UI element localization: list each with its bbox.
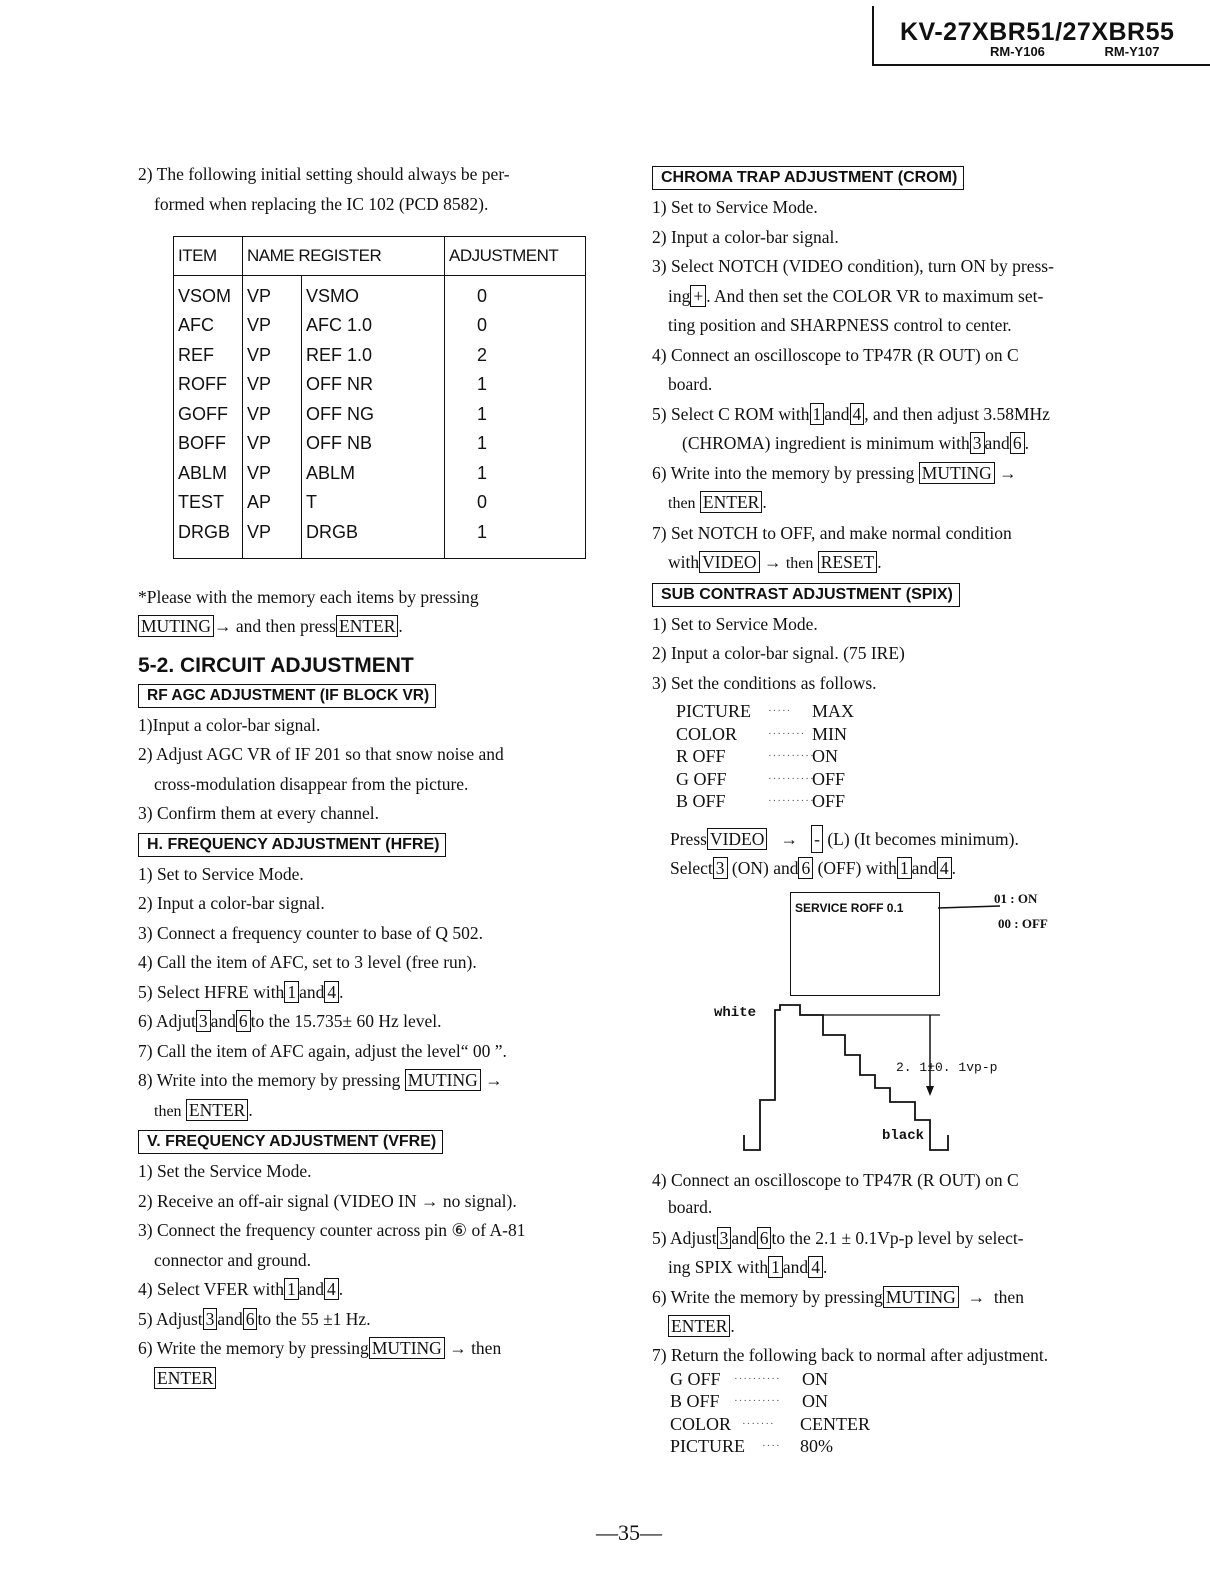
key-4: 4 bbox=[324, 1278, 339, 1300]
table-cell: 1 bbox=[445, 370, 586, 400]
step bbox=[138, 1334, 616, 1364]
condition-row bbox=[676, 745, 1142, 768]
arrow: → bbox=[485, 1070, 503, 1090]
step: ing SPIX with 1 and 4 . bbox=[668, 1257, 828, 1277]
and-word: and bbox=[210, 1011, 236, 1031]
table-cell: VP bbox=[243, 400, 302, 430]
table-header: ADJUSTMENT bbox=[445, 237, 586, 276]
page-number: —35— bbox=[596, 1520, 662, 1545]
and-word: and bbox=[911, 858, 937, 878]
after-value: CENTER bbox=[800, 1413, 870, 1434]
arrow-head-down bbox=[926, 1086, 934, 1096]
hfre-title: H. FREQUENCY ADJUSTMENT (HFRE) bbox=[138, 833, 446, 857]
after-row bbox=[670, 1368, 1142, 1391]
condition-label: COLOR bbox=[676, 723, 738, 744]
table-cell: 2 bbox=[445, 341, 586, 371]
remote-right: RM-Y107 bbox=[1104, 44, 1160, 59]
key-1: 1 bbox=[810, 403, 825, 425]
table-row bbox=[174, 311, 586, 341]
key-3: 3 bbox=[970, 432, 985, 454]
muting-key: MUTING bbox=[883, 1286, 959, 1308]
step-text: 6) Write the memory by pressing bbox=[652, 1286, 883, 1307]
then-word: then bbox=[785, 555, 814, 572]
note-text: → and then press bbox=[214, 616, 336, 636]
level-label: 2. 1±0. 1vp-p bbox=[896, 1060, 998, 1075]
dot-leader: ········ bbox=[768, 727, 806, 740]
step: 2) Input a color-bar signal. (75 IRE) bbox=[652, 643, 905, 663]
step-text: 4) Select VFER with bbox=[138, 1279, 284, 1299]
after-label: PICTURE bbox=[670, 1436, 746, 1456]
step-text: 6) Adjut bbox=[138, 1011, 196, 1031]
step: then ENTER . bbox=[154, 1099, 253, 1120]
table-cell: VSOM bbox=[174, 275, 243, 311]
dot-leader: ·········· bbox=[768, 772, 815, 785]
right-column bbox=[652, 162, 1142, 884]
intro-line: 2) The following initial setting should always be per- bbox=[138, 164, 510, 184]
step: 1) Set to Service Mode. bbox=[652, 197, 818, 217]
pointer-line bbox=[938, 906, 1000, 908]
step: 4) Connect an oscilloscope to TP47R (R OUT) on C bbox=[652, 344, 1019, 365]
step: 1) Set to Service Mode. bbox=[138, 863, 304, 884]
step-text: ing SPIX with bbox=[668, 1257, 769, 1277]
step bbox=[652, 1224, 1142, 1254]
step bbox=[652, 459, 1142, 489]
step-text: Press bbox=[670, 828, 707, 849]
step-text: 6) Write into the memory by pressing bbox=[652, 462, 915, 483]
table-row bbox=[174, 518, 586, 559]
table-cell: BOFF bbox=[174, 429, 243, 459]
screen-on-label: 01 : ON bbox=[994, 891, 1038, 906]
step: board. bbox=[668, 1196, 713, 1217]
dot-leader: ·········· bbox=[734, 1395, 781, 1407]
crom-title: CHROMA TRAP ADJUSTMENT (CROM) bbox=[652, 166, 964, 190]
step: connector and ground. bbox=[154, 1249, 311, 1270]
after-label: G OFF bbox=[670, 1368, 721, 1389]
step: 2) Adjust AGC VR of IF 201 so that snow noise and bbox=[138, 744, 504, 764]
table-cell: 1 bbox=[445, 400, 586, 430]
step: 1)Input a color-bar signal. bbox=[138, 714, 321, 735]
step: cross-modulation disappear from the picture. bbox=[154, 773, 469, 794]
condition-value: MAX bbox=[812, 701, 855, 721]
table-cell: DRGB bbox=[302, 518, 445, 559]
condition-label: PICTURE bbox=[676, 701, 752, 721]
step-text: Select bbox=[670, 858, 713, 878]
step bbox=[138, 1364, 616, 1394]
and-word: and bbox=[731, 1227, 757, 1248]
step: 3) Connect a frequency counter to base of Q 502. bbox=[138, 922, 484, 943]
table-header-name: NAME bbox=[247, 246, 295, 265]
and-word: and bbox=[984, 433, 1010, 453]
table-cell: AFC 1.0 bbox=[302, 311, 445, 341]
table-row bbox=[174, 429, 586, 459]
table-cell: VP bbox=[243, 341, 302, 371]
table-cell: 1 bbox=[445, 429, 586, 459]
step-text: (OFF) with bbox=[817, 858, 897, 878]
condition-list bbox=[676, 700, 1142, 813]
black-label: black bbox=[882, 1128, 925, 1144]
left-column bbox=[138, 160, 616, 1393]
table-row bbox=[174, 488, 586, 518]
memory-note: *Please with the memory each items by pressing bbox=[138, 586, 479, 607]
memory-note: MUTING → and then press ENTER . bbox=[138, 612, 616, 642]
step: ting position and SHARPNESS control to center. bbox=[668, 315, 1012, 335]
step bbox=[652, 400, 1142, 430]
condition-row bbox=[676, 768, 1142, 791]
enter-key: ENTER bbox=[700, 491, 762, 513]
arrow: → bbox=[449, 1338, 467, 1358]
table-cell: OFF NB bbox=[302, 429, 445, 459]
header-rule-vertical bbox=[872, 6, 874, 66]
after-value: ON bbox=[802, 1368, 828, 1389]
spix-title: SUB CONTRAST ADJUSTMENT (SPIX) bbox=[652, 583, 960, 607]
step: board. bbox=[668, 374, 713, 394]
reset-key: RESET bbox=[818, 551, 877, 573]
and-word: and bbox=[217, 1308, 243, 1329]
after-row bbox=[670, 1413, 1142, 1436]
step: 3) Confirm them at every channel. bbox=[138, 803, 380, 823]
key-6: 6 bbox=[236, 1010, 251, 1032]
muting-key: MUTING bbox=[369, 1337, 445, 1359]
step-text: ing bbox=[668, 285, 691, 306]
table-cell: VP bbox=[243, 459, 302, 489]
table-row bbox=[174, 341, 586, 371]
and-word: and bbox=[782, 1257, 809, 1277]
muting-key: MUTING bbox=[405, 1069, 481, 1091]
arrow: → bbox=[967, 1286, 986, 1307]
table-header-register: REGISTER bbox=[298, 246, 382, 265]
dot-leader: ···· bbox=[762, 1440, 781, 1452]
key-6: 6 bbox=[798, 857, 813, 879]
step bbox=[652, 282, 1142, 312]
step-text: 8) Write into the memory by pressing bbox=[138, 1070, 401, 1090]
table-cell: 1 bbox=[445, 518, 586, 559]
key-6: 6 bbox=[757, 1227, 772, 1249]
after-label: COLOR bbox=[670, 1413, 732, 1434]
step bbox=[652, 1283, 1142, 1313]
step: 2) Input a color-bar signal. bbox=[652, 226, 839, 247]
table-cell: GOFF bbox=[174, 400, 243, 430]
step-text: 5) Adjust bbox=[138, 1308, 203, 1329]
table-cell: 0 bbox=[445, 488, 586, 518]
plus-key: + bbox=[690, 285, 706, 307]
table-cell: REF 1.0 bbox=[302, 341, 445, 371]
table-cell: 0 bbox=[445, 275, 586, 311]
table-cell: VP bbox=[243, 311, 302, 341]
enter-key: ENTER bbox=[186, 1099, 248, 1121]
step: with VIDEO → then RESET . bbox=[668, 552, 882, 572]
arrow: → bbox=[780, 828, 799, 849]
press-line bbox=[670, 825, 1142, 855]
after-value: ON bbox=[802, 1391, 828, 1411]
step-text: , and then adjust 3.58MHz bbox=[864, 403, 1050, 424]
table-cell: VP bbox=[243, 518, 302, 559]
then-word: then bbox=[154, 1102, 182, 1120]
condition-value: OFF bbox=[812, 791, 846, 811]
step: 2) Receive an off-air signal (VIDEO IN → no signal). bbox=[138, 1190, 517, 1211]
arrow: → bbox=[999, 462, 1017, 483]
screen-off-label: 00 : OFF bbox=[998, 916, 1048, 931]
table-cell: AFC bbox=[174, 311, 243, 341]
step: 4) Select VFER with 1 and 4 . bbox=[138, 1279, 344, 1299]
step-text: (L) (It becomes minimum). bbox=[827, 828, 1019, 849]
table-cell: VP bbox=[243, 275, 302, 311]
key-3: 3 bbox=[203, 1308, 218, 1330]
step: 5) Select HFRE with 1 and 4 . bbox=[138, 981, 344, 1002]
step-text: to the 2.1 ± 0.1Vp-p level by select- bbox=[771, 1227, 1024, 1248]
step-text: (CHROMA) ingredient is minimum with bbox=[682, 433, 970, 453]
key-4: 4 bbox=[850, 403, 865, 425]
remote-left: RM-Y106 bbox=[990, 44, 1045, 59]
dot-leader: ······· bbox=[742, 1417, 775, 1430]
table-cell: AP bbox=[243, 488, 302, 518]
dot-leader: ····· bbox=[768, 705, 792, 717]
right-column-lower bbox=[652, 1166, 1142, 1458]
dot-leader: ·········· bbox=[768, 795, 815, 807]
after-label: B OFF bbox=[670, 1391, 720, 1411]
key-3: 3 bbox=[196, 1010, 211, 1032]
table-cell: VP bbox=[243, 429, 302, 459]
step-text: 5) Select HFRE with bbox=[138, 981, 285, 1002]
table-cell: VP bbox=[243, 370, 302, 400]
key-1: 1 bbox=[768, 1256, 783, 1278]
enter-key: ENTER bbox=[154, 1367, 216, 1389]
video-key: VIDEO bbox=[699, 551, 759, 573]
after-value: 80% bbox=[800, 1436, 833, 1456]
step: 1) Set to Service Mode. bbox=[652, 613, 818, 634]
dot-leader: ·········· bbox=[768, 750, 815, 762]
condition-value: MIN bbox=[812, 723, 847, 744]
key-6: 6 bbox=[1010, 432, 1025, 454]
enter-key: ENTER bbox=[668, 1315, 730, 1337]
table-row bbox=[174, 275, 586, 311]
arrow: → bbox=[763, 552, 782, 572]
model-number: KV-27XBR51/27XBR55 bbox=[900, 18, 1175, 46]
condition-label: G OFF bbox=[676, 768, 727, 789]
vfre-title: V. FREQUENCY ADJUSTMENT (VFRE) bbox=[138, 1130, 443, 1154]
select-line: Select 3 (ON) and 6 (OFF) with 1 and 4 . bbox=[670, 858, 956, 878]
step: 1) Set the Service Mode. bbox=[138, 1161, 312, 1181]
step bbox=[138, 1007, 616, 1037]
step-text: to the 15.735± 60 Hz level. bbox=[250, 1011, 442, 1031]
then-word: then bbox=[471, 1338, 502, 1358]
table-row bbox=[174, 370, 586, 400]
step: then ENTER . bbox=[668, 492, 767, 512]
and-word: and bbox=[298, 1279, 325, 1299]
step-text: 5) Adjust bbox=[652, 1227, 717, 1248]
table-cell: ROFF bbox=[174, 370, 243, 400]
step: 3) Connect the frequency counter across pin ⑥ of A-81 bbox=[138, 1220, 526, 1240]
step-text: (ON) and bbox=[731, 858, 799, 878]
condition-row bbox=[676, 723, 1142, 746]
table-cell: 0 bbox=[445, 311, 586, 341]
video-key: VIDEO bbox=[707, 828, 767, 850]
after-row bbox=[670, 1390, 1142, 1413]
table-cell: VSMO bbox=[302, 275, 445, 311]
condition-row bbox=[676, 700, 1142, 723]
condition-value: ON bbox=[812, 746, 838, 766]
remote-models bbox=[990, 44, 1190, 59]
register-table bbox=[173, 236, 586, 559]
table-cell: REF bbox=[174, 341, 243, 371]
step: 7) Return the following back to normal after adjustment. bbox=[652, 1344, 1049, 1365]
condition-label: R OFF bbox=[676, 746, 726, 766]
then-word: then bbox=[668, 495, 696, 512]
after-row bbox=[670, 1435, 1142, 1458]
step: 3) Set the conditions as follows. bbox=[652, 672, 877, 693]
key-1: 1 bbox=[897, 857, 912, 879]
minus-key: - bbox=[811, 825, 823, 853]
step bbox=[138, 1066, 616, 1096]
step: ENTER . bbox=[652, 1312, 1142, 1342]
key-4: 4 bbox=[324, 981, 339, 1003]
step-text: with bbox=[668, 552, 700, 572]
then-word: then bbox=[993, 1286, 1024, 1307]
table-row bbox=[174, 459, 586, 489]
step-text: to the 55 ±1 Hz. bbox=[257, 1308, 371, 1329]
table-row bbox=[174, 400, 586, 430]
step: 7) Call the item of AFC again, adjust the level“ 00 ”. bbox=[138, 1040, 507, 1061]
screen-text: SERVICE ROFF 0.1 bbox=[795, 901, 904, 915]
key-4: 4 bbox=[808, 1256, 823, 1278]
key-4: 4 bbox=[937, 857, 952, 879]
table-cell: TEST bbox=[174, 488, 243, 518]
key-1: 1 bbox=[284, 981, 299, 1003]
after-list bbox=[670, 1368, 1142, 1458]
step: 7) Set NOTCH to OFF, and make normal condition bbox=[652, 522, 1012, 543]
table-cell: T bbox=[302, 488, 445, 518]
step-text: . And then set the COLOR VR to maximum set- bbox=[706, 285, 1044, 306]
muting-key: MUTING bbox=[919, 462, 995, 484]
table-cell: OFF NR bbox=[302, 370, 445, 400]
step: 4) Call the item of AFC, set to 3 level (free run). bbox=[138, 952, 477, 972]
intro-line: formed when replacing the IC 102 (PCD 8582). bbox=[154, 193, 489, 214]
section-heading: 5-2. CIRCUIT ADJUSTMENT bbox=[138, 653, 414, 677]
step: (CHROMA) ingredient is minimum with 3 and 6 . bbox=[682, 433, 1029, 453]
step-text: 5) Select C ROM with bbox=[652, 403, 810, 424]
muting-key: MUTING bbox=[138, 615, 214, 637]
step: 4) Connect an oscilloscope to TP47R (R OUT) on C bbox=[652, 1170, 1019, 1190]
enter-key: ENTER bbox=[336, 615, 398, 637]
table-cell: OFF NG bbox=[302, 400, 445, 430]
table-header-row bbox=[174, 237, 586, 276]
header-rule-horizontal bbox=[872, 64, 1210, 66]
table-cell: ABLM bbox=[174, 459, 243, 489]
step: 3) Select NOTCH (VIDEO condition), turn ON by press- bbox=[652, 256, 1054, 276]
and-word: and bbox=[824, 403, 850, 424]
key-3: 3 bbox=[717, 1227, 732, 1249]
white-label: white bbox=[714, 1005, 757, 1021]
step-text: 6) Write the memory by pressing bbox=[138, 1338, 369, 1358]
key-6: 6 bbox=[243, 1308, 258, 1330]
and-word: and bbox=[299, 981, 325, 1002]
condition-value: OFF bbox=[812, 768, 846, 789]
rf-agc-title: RF AGC ADJUSTMENT (IF BLOCK VR) bbox=[138, 684, 436, 708]
dot-leader: ·········· bbox=[734, 1372, 781, 1385]
table-cell: 1 bbox=[445, 459, 586, 489]
condition-row bbox=[676, 790, 1142, 813]
step bbox=[138, 1305, 616, 1335]
table-cell: ABLM bbox=[302, 459, 445, 489]
table-cell: DRGB bbox=[174, 518, 243, 559]
key-1: 1 bbox=[284, 1278, 299, 1300]
key-3: 3 bbox=[713, 857, 728, 879]
condition-label: B OFF bbox=[676, 791, 726, 811]
step: 2) Input a color-bar signal. bbox=[138, 893, 325, 913]
table-header: ITEM bbox=[174, 237, 243, 276]
table-header bbox=[243, 237, 445, 276]
